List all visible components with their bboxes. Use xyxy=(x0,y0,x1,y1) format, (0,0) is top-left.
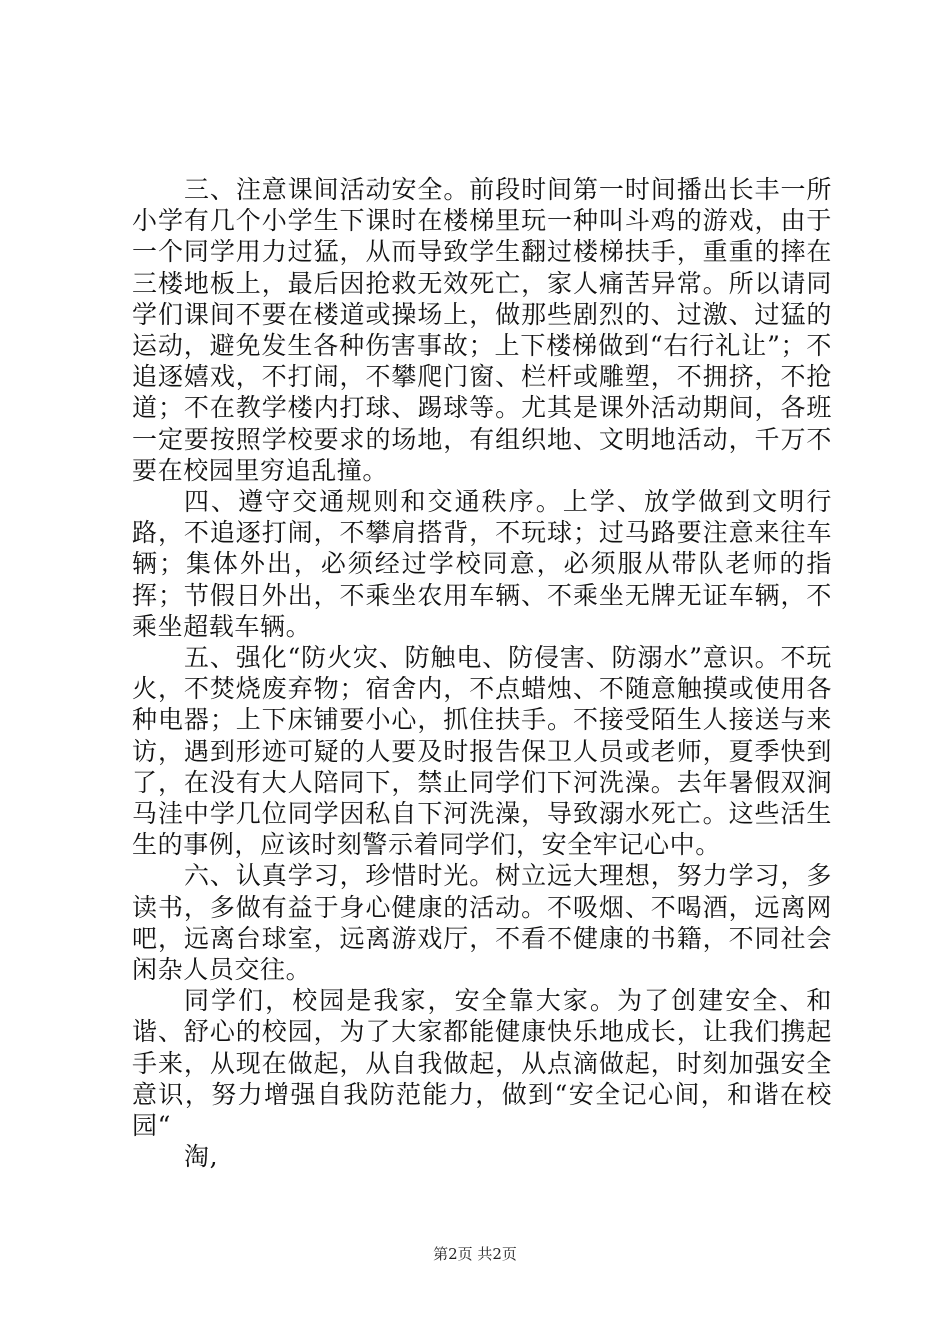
paragraph-safety-between-classes: 三、注意课间活动安全。前段时间第一时间播出长丰一所小学有几个小学生下课时在楼梯里玩一种叫斗鸡的游戏，由于一个同学用力过猛，从而导致学生翻过楼梯扶手，重重的摔在三楼地板上，最后因抢救无效死亡，家人痛苦异常。所以请同学们课间不要在楼道或操场上，做那些剧烈的、过激、过猛的运动，避免发生各种伤害事故；上下楼梯做到“右行礼让”；不追逐嬉戏，不打闹，不攀爬门窗、栏杆或雕塑，不拥挤，不抢道；不在教学楼内打球、踢球等。尤其是课外活动期间，各班一定要按照学校要求的场地，有组织地、文明地活动，千万不要在校园里穷追乱撞。 xyxy=(132,175,832,485)
body-text xyxy=(132,174,832,1173)
paragraph-closing-appeal: 同学们，校园是我家，安全靠大家。为了创建安全、和谐、舒心的校园，为了大家都能健康快乐地成长，让我们携起手来，从现在做起，从自我做起，从点滴做起，时刻加强安全意识，努力增强自我防范能力，做到“安全记心间，和谐在校园“ xyxy=(132,986,832,1141)
paragraph-trailing-fragment: 淘, xyxy=(184,1142,219,1172)
paragraph-fire-electric-drowning: 五、强化“防火灾、防触电、防侵害、防溺水”意识。不玩火，不焚烧废弃物；宿舍内，不点蜡烛、不随意触摸或使用各种电器；上下床铺要小心，抓住扶手。不接受陌生人接送与来访，遇到形迹可疑的人要及时报告保卫人员或老师，夏季快到了，在没有大人陪同下，禁止同学们下河洗澡。去年暑假双涧马洼中学几位同学因私自下河洗澡，导致溺水死亡。这些活生生的事例，应该时刻警示着同学们，安全牢记心中。 xyxy=(132,643,832,860)
page-number-footer: 第2页 共2页 xyxy=(433,1245,517,1263)
paragraph-study-cherish-time: 六、认真学习，珍惜时光。树立远大理想，努力学习，多读书，多做有益于身心健康的活动。不吸烟、不喝酒，远离网吧，远离台球室，远离游戏厅，不看不健康的书籍，不同社会闲杂人员交往。 xyxy=(132,861,832,985)
paragraph-traffic-rules: 四、遵守交通规则和交通秩序。上学、放学做到文明行路，不追逐打闹，不攀肩搭背，不玩球；过马路要注意来往车辆；集体外出，必须经过学校同意，必须服从带队老师的指挥；节假日外出，不乘坐农用车辆、不乘坐无牌无证车辆，不乘坐超载车辆。 xyxy=(132,487,832,641)
